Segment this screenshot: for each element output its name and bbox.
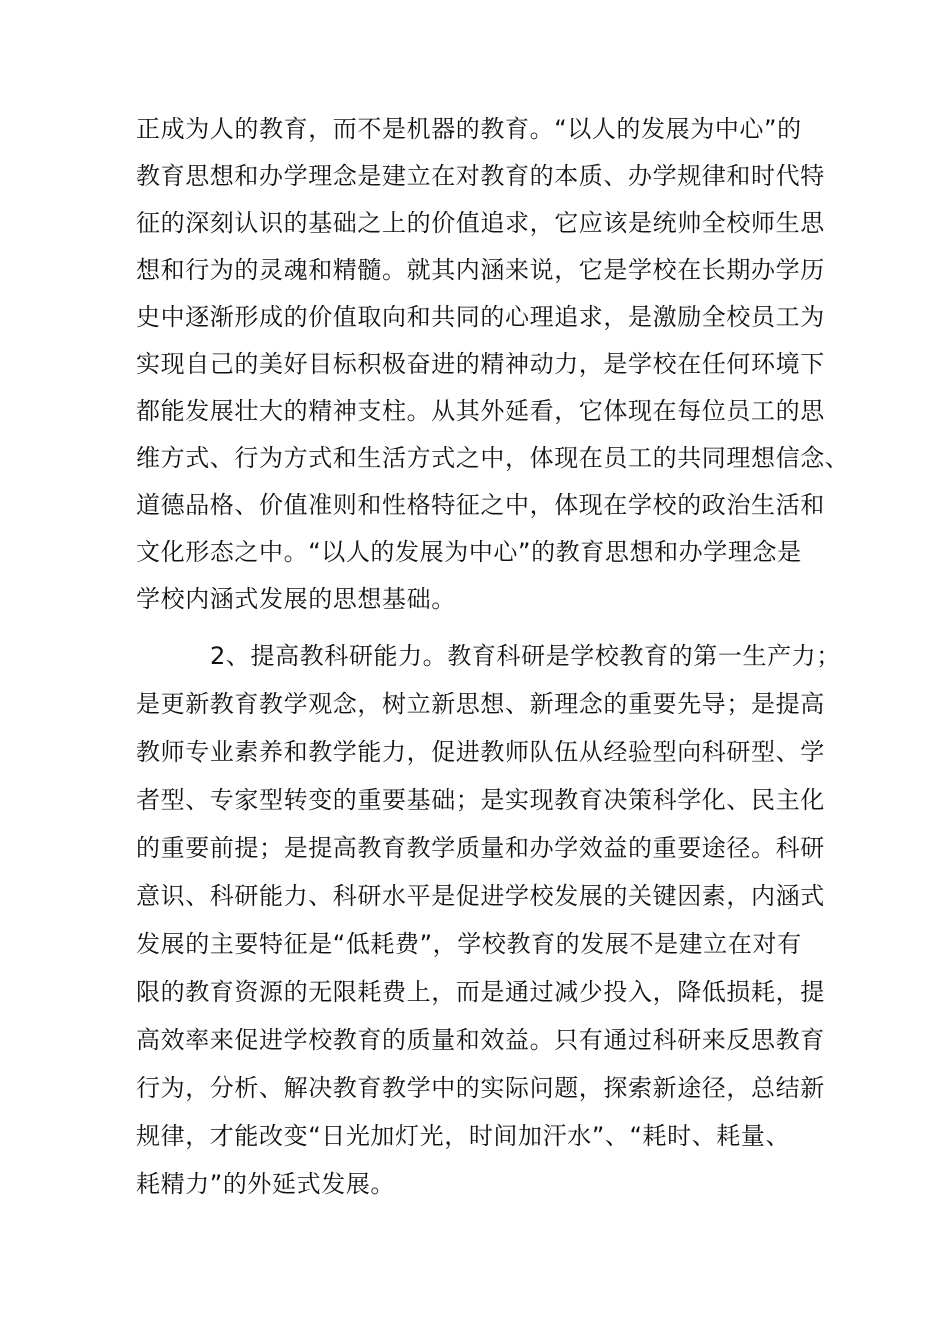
text-line: 史中逐渐形成的价值取向和共同的心理追求，是激励全校员工为 bbox=[136, 303, 825, 331]
text-line: 发展的主要特征是“低耗费”，学校教育的发展不是建立在对有 bbox=[136, 930, 802, 958]
text-line: 是更新教育教学观念，树立新思想、新理念的重要先导；是提高 bbox=[136, 690, 825, 718]
text-line: 正成为人的教育，而不是机器的教育。“以人的发展为中心”的 bbox=[136, 115, 802, 143]
text-line: 实现自己的美好目标积极奋进的精神动力，是学校在任何环境下 bbox=[136, 350, 825, 378]
text-line: 道德品格、价值准则和性格特征之中，体现在学校的政治生活和 bbox=[136, 491, 825, 519]
text-line: 教师专业素养和教学能力，促进教师队伍从经验型向科研型、学 bbox=[136, 738, 825, 766]
text-line: 高效率来促进学校教育的质量和效益。只有通过科研来反思教育 bbox=[136, 1026, 825, 1054]
text-line: 的重要前提；是提高教育教学质量和办学效益的重要途径。科研 bbox=[136, 834, 825, 862]
text-line: 意识、科研能力、科研水平是促进学校发展的关键因素，内涵式 bbox=[136, 882, 825, 910]
text-line: 者型、专家型转变的重要基础；是实现教育决策科学化、民主化 bbox=[136, 786, 825, 814]
text-line: 教育思想和办学理念是建立在对教育的本质、办学规律和时代特 bbox=[136, 162, 825, 190]
text-line: 行为，分析、解决教育教学中的实际问题，探索新途径，总结新 bbox=[136, 1074, 825, 1102]
text-line: 限的教育资源的无限耗费上，而是通过减少投入，降低损耗，提 bbox=[136, 978, 825, 1006]
text-line: 维方式、行为方式和生活方式之中，体现在员工的共同理想信念、 bbox=[136, 444, 850, 472]
text-line: 想和行为的灵魂和精髓。就其内涵来说，它是学校在长期办学历 bbox=[136, 256, 825, 284]
text-line: 文化形态之中。“以人的发展为中心”的教育思想和办学理念是 bbox=[136, 538, 802, 566]
text-line: 规律，才能改变“日光加灯光，时间加汗水”、“耗时、耗量、 bbox=[136, 1122, 791, 1150]
text-line: 征的深刻认识的基础之上的价值追求，它应该是统帅全校师生思 bbox=[136, 209, 825, 237]
text-line: 学校内涵式发展的思想基础。 bbox=[136, 585, 456, 613]
paragraph-first-line: 2、提高教科研能力。教育科研是学校教育的第一生产力； bbox=[210, 642, 841, 670]
text-line: 都能发展壮大的精神支柱。从其外延看，它体现在每位员工的思 bbox=[136, 397, 825, 425]
text-line: 耗精力”的外延式发展。 bbox=[136, 1170, 396, 1198]
